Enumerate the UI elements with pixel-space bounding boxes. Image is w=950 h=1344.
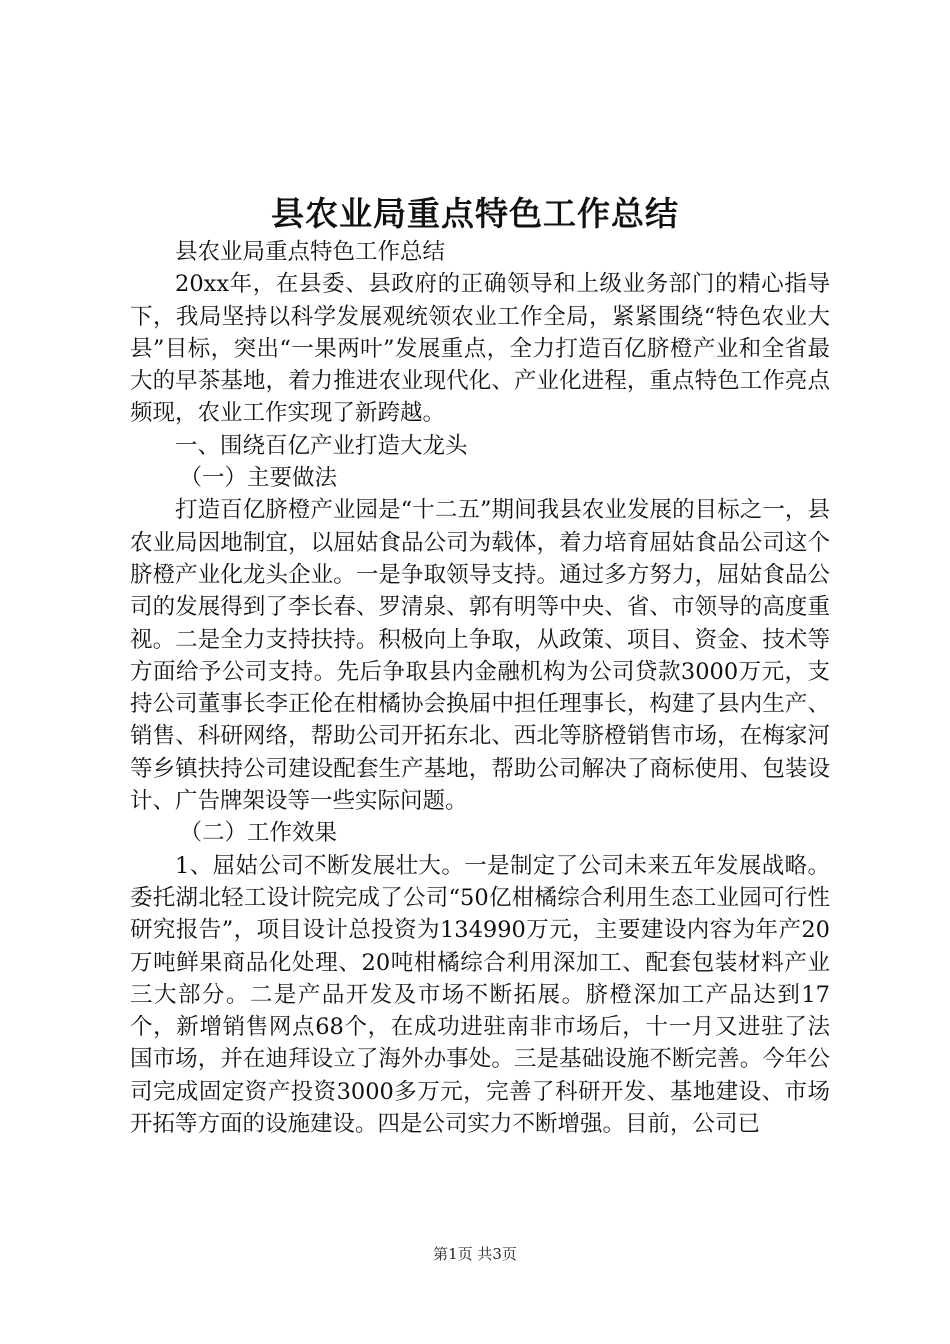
document-title: 县农业局重点特色工作总结 <box>271 194 679 233</box>
subsection-heading-results: （二）工作效果 <box>179 820 338 847</box>
paragraph-results: 1、屈姑公司不断发展壮大。一是制定了公司未来五年发展战略。委托湖北轻工设计院完成了公司“50亿柑橘综合利用生态工业园可行性研究报告”，项目设计总投资为134990万元，主要建设内容为年产20万吨鲜果商品化处理、20吨柑橘综合利用深加工、配套包装材料产业三大部分。二是产品开发及市场不断拓展。脐橙深加工产品达到17个，新增销售网点68个，在成功进驻南非市场后，十一月又进驻了法国市场，并在迪拜设立了海外办事处。三是基础设施不断完善。今年公司完成固定资产投资3000多万元，完善了科研开发、基地建设、市场开拓等方面的设施建设。四是公司实力不断增强。目前，公司已 <box>130 852 830 1138</box>
paragraph-methods: 打造百亿脐橙产业园是“十二五”期间我县农业发展的目标之一，县农业局因地制宜，以屈姑食品公司为载体，着力培育屈姑食品公司这个脐橙产业化龙头企业。一是争取领导支持。通过多方努力，屈姑食品公司的发展得到了李长春、罗清泉、郭有明等中央、省、市领导的高度重视。二是全力支持扶持。积极向上争取，从政策、项目、资金、技术等方面给予公司支持。先后争取县内金融机构为公司贷款3000万元，支持公司董事长李正伦在柑橘协会换届中担任理事长，构建了县内生产、销售、科研网络，帮助公司开拓东北、西北等脐橙销售市场，在梅家河等乡镇扶持公司建设配套生产基地，帮助公司解决了商标使用、包装设计、广告牌架设等一些实际问题。 <box>130 497 830 815</box>
section-heading-1: 一、围绕百亿产业打造大龙头 <box>175 432 468 459</box>
paragraph-intro: 20xx年，在县委、县政府的正确领导和上级业务部门的精心指导下，我局坚持以科学发展观统领农业工作全局，紧紧围绕“特色农业大县”目标，突出“一果两叶”发展重点，全力打造百亿脐橙产业和全省最大的早茶基地，着力推进农业现代化、产业化进程，重点特色工作亮点频现，农业工作实现了新跨越。 <box>130 271 830 427</box>
page-footer: 第1页 共3页 <box>433 1245 517 1263</box>
subsection-heading-methods: （一）主要做法 <box>179 465 338 492</box>
paragraph-subtitle: 县农业局重点特色工作总结 <box>175 239 446 265</box>
document-body <box>130 236 830 1140</box>
